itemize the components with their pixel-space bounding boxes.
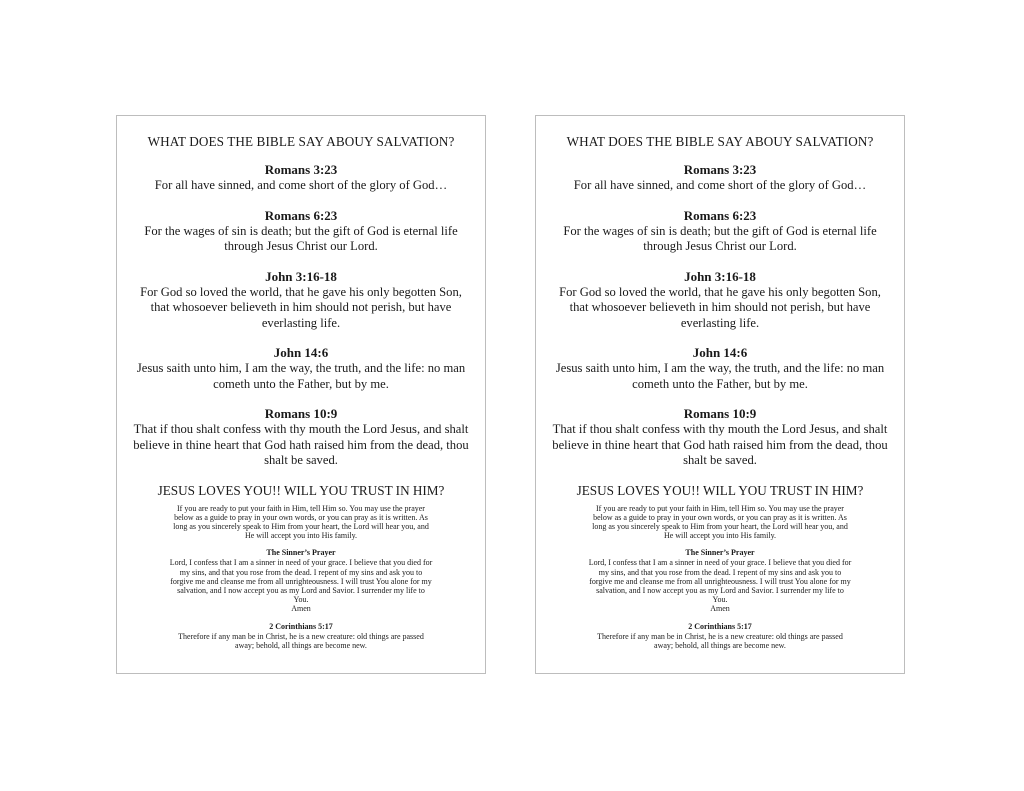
verse-text: For God so loved the world, that he gave his only begotten Son, that whosoever believeth in him should not perish, but have everlasting life.: [140, 284, 462, 330]
tract-card-left: [116, 115, 486, 674]
verse-block: [131, 345, 471, 392]
verse-block: [550, 269, 890, 332]
verse-text: For the wages of sin is death; but the gift of God is eternal life through Jesus Christ our Lord.: [144, 223, 458, 253]
closing-block: [131, 622, 471, 650]
closing-reference: 2 Corinthians 5:17: [269, 621, 333, 631]
verse-block: [131, 162, 471, 194]
verse-text: That if thou shalt confess with thy mouth the Lord Jesus, and shalt believe in thine heart that God hath raised him from the dead, thou shalt be saved.: [552, 422, 888, 467]
verse-text: That if thou shalt confess with thy mouth the Lord Jesus, and shalt believe in thine heart that God hath raised him from the dead, thou shalt be saved.: [133, 422, 469, 467]
verse-reference: John 14:6: [273, 345, 329, 360]
prayer-title: The Sinner’s Prayer: [266, 548, 336, 558]
intro-block: [550, 504, 890, 541]
verse-reference: Romans 10:9: [683, 406, 757, 421]
verse-text: For the wages of sin is death; but the gift of God is eternal life through Jesus Christ our Lord.: [563, 223, 877, 253]
verse-text: For God so loved the world, that he gave his only begotten Son, that whosoever believeth in him should not perish, but have everlasting life.: [559, 284, 881, 330]
verse-reference: John 3:16-18: [684, 268, 756, 284]
prayer-text: Lord, I confess that I am a sinner in need of your grace. I believe that you died for my sins, and that you rose from the dead. I repent of my sins and ask you to forgive me and cleanse me from all unrighteousness. I will trust You alone for my salvation, and I now accept you as my Lord and Savior. I surrender my life to You.: [588, 558, 852, 605]
verse-reference: Romans 10:9: [264, 406, 338, 421]
verse-text: For all have sinned, and come short of the glory of God…: [154, 178, 448, 192]
tract-title: WHAT DOES THE BIBLE SAY ABOUY SALVATION?: [566, 134, 874, 149]
closing-text: Therefore if any man be in Christ, he is a new creature: old things are passed away; behold, all things are become new.: [597, 631, 843, 650]
verse-block: [550, 345, 890, 392]
callout-heading: JESUS LOVES YOU!! WILL YOU TRUST IN HIM?: [157, 482, 445, 498]
verse-block: [131, 208, 471, 255]
verse-reference: John 3:16-18: [265, 268, 337, 284]
verse-reference: Romans 6:23: [683, 207, 757, 223]
tract-content: [117, 134, 485, 658]
verse-reference: Romans 3:23: [683, 162, 757, 177]
verse-block: [131, 406, 471, 469]
intro-text: If you are ready to put your faith in Him, tell Him so. You may use the prayer below as a guide to pray in your own words, or you can pray as it is written. As long as you sincerely speak to Him from your heart, the Lord will hear you, and He will accept you into His family.: [592, 503, 848, 541]
prayer-title: The Sinner’s Prayer: [685, 548, 755, 558]
verse-text: Jesus saith unto him, I am the way, the truth, and the life: no man cometh unto the Father, but by me.: [555, 361, 885, 391]
closing-block: [550, 622, 890, 650]
closing-text: Therefore if any man be in Christ, he is a new creature: old things are passed away; behold, all things are become new.: [178, 631, 424, 650]
verse-text: For all have sinned, and come short of the glory of God…: [573, 178, 867, 192]
verse-reference: Romans 3:23: [264, 162, 338, 177]
verse-block: [131, 269, 471, 332]
tract-title: WHAT DOES THE BIBLE SAY ABOUY SALVATION?: [147, 134, 455, 149]
verse-reference: John 14:6: [692, 345, 748, 360]
verse-block: [550, 162, 890, 194]
intro-text: If you are ready to put your faith in Him, tell Him so. You may use the prayer below as a guide to pray in your own words, or you can pray as it is written. As long as you sincerely speak to Him from your heart, the Lord will hear you, and He will accept you into His family.: [173, 503, 429, 541]
tract-card-right: [535, 115, 905, 674]
prayer-text: Lord, I confess that I am a sinner in need of your grace. I believe that you died for my sins, and that you rose from the dead. I repent of my sins and ask you to forgive me and cleanse me from all unrighteousness. I will trust You alone for my salvation, and I now accept you as my Lord and Savior. I surrender my life to You.: [169, 558, 433, 605]
verse-block: [550, 208, 890, 255]
tract-content: [536, 134, 904, 658]
verse-reference: Romans 6:23: [264, 207, 338, 223]
prayer-amen: Amen: [291, 604, 311, 614]
prayer-block: [550, 548, 890, 613]
intro-block: [131, 504, 471, 541]
closing-reference: 2 Corinthians 5:17: [688, 621, 752, 631]
prayer-block: [131, 548, 471, 613]
prayer-amen: Amen: [710, 604, 730, 614]
callout-heading: JESUS LOVES YOU!! WILL YOU TRUST IN HIM?: [576, 482, 864, 498]
verse-block: [550, 406, 890, 469]
verse-text: Jesus saith unto him, I am the way, the truth, and the life: no man cometh unto the Father, but by me.: [136, 361, 466, 391]
